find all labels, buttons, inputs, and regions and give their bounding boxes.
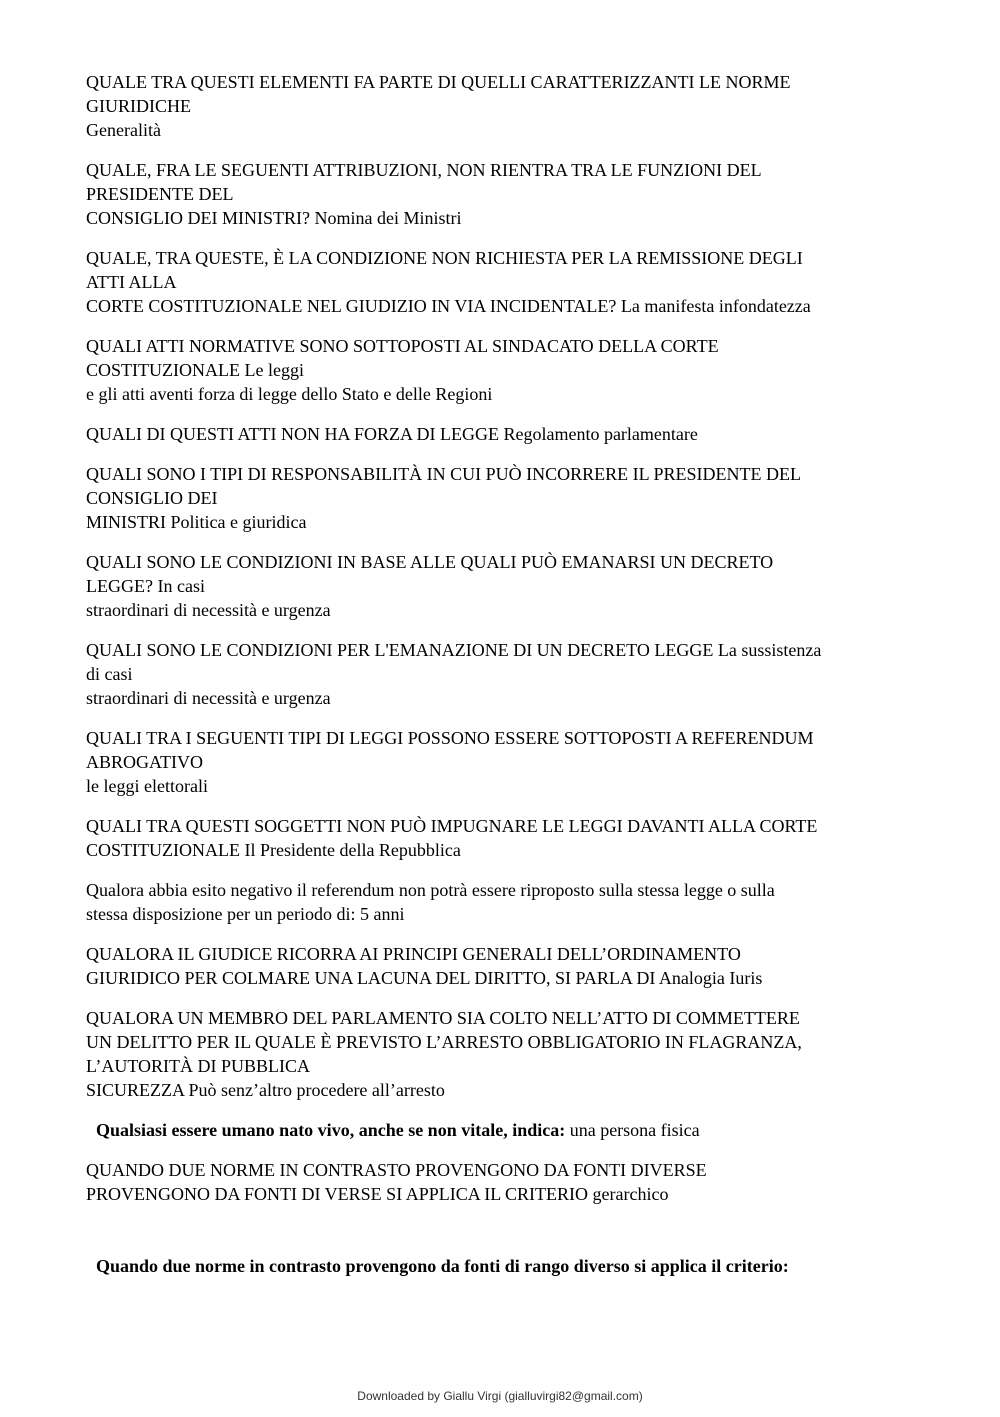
text-line: CONSIGLIO DEI — [86, 488, 218, 508]
text-line: QUALI TRA QUESTI SOGGETTI NON PUÒ IMPUGNARE LE LEGGI DAVANTI ALLA CORTE — [86, 816, 818, 836]
text-line: le leggi elettorali — [86, 776, 208, 796]
answer-text: una persona fisica — [565, 1120, 700, 1140]
text-line: LEGGE? In casi — [86, 576, 205, 596]
text-line: di casi — [86, 664, 133, 684]
spacer — [86, 1222, 916, 1254]
text-line: QUALORA IL GIUDICE RICORRA AI PRINCIPI GENERALI DELL’ORDINAMENTO — [86, 944, 741, 964]
text-line: ABROGATIVO — [86, 752, 203, 772]
text-line: QUALI TRA I SEGUENTI TIPI DI LEGGI POSSONO ESSERE SOTTOPOSTI A REFERENDUM — [86, 728, 814, 748]
qa-entry-decreto-legge-2 — [86, 638, 916, 710]
qa-entry-leggi-atti — [86, 334, 916, 406]
qa-entry-impugnare-leggi — [86, 814, 916, 862]
qa-entry-persona-fisica — [86, 1118, 916, 1142]
text-line: QUALE, TRA QUESTE, È LA CONDIZIONE NON RICHIESTA PER LA REMISSIONE DEGLI — [86, 248, 803, 268]
qa-entry-referendum-abrogativo — [86, 726, 916, 798]
text-line: UN DELITTO PER IL QUALE È PREVISTO L’ARRESTO OBBLIGATORIO IN FLAGRANZA, — [86, 1032, 802, 1052]
qa-entry-decreto-legge-1 — [86, 550, 916, 622]
text-line: CONSIGLIO DEI MINISTRI? Nomina dei Ministri — [86, 208, 462, 228]
text-line: stessa disposizione per un periodo di: 5 anni — [86, 904, 405, 924]
text-line: QUANDO DUE NORME IN CONTRASTO PROVENGONO DA FONTI DIVERSE — [86, 1160, 707, 1180]
text-line: GIURIDICO PER COLMARE UNA LACUNA DEL DIRITTO, SI PARLA DI Analogia Iuris — [86, 968, 763, 988]
qa-entry-referendum-5-anni — [86, 878, 916, 926]
text-line: CORTE COSTITUZIONALE NEL GIUDIZIO IN VIA INCIDENTALE? La manifesta infondatezza — [86, 296, 811, 316]
text-line: e gli atti aventi forza di legge dello Stato e delle Regioni — [86, 384, 493, 404]
text-line: Generalità — [86, 120, 161, 140]
bold-question: Quando due norme in contrasto provengono da fonti di rango diverso si applica il criterio: — [96, 1256, 789, 1276]
qa-entry-responsabilita — [86, 462, 916, 534]
qa-entry-arresto — [86, 1006, 916, 1102]
text-line: QUALI SONO I TIPI DI RESPONSABILITÀ IN CUI PUÒ INCORRERE IL PRESIDENTE DEL — [86, 464, 801, 484]
text-line: COSTITUZIONALE Le leggi — [86, 360, 304, 380]
text-line: L’AUTORITÀ DI PUBBLICA — [86, 1056, 311, 1076]
bold-question: Qualsiasi essere umano nato vivo, anche se non vitale, indica: — [96, 1120, 566, 1140]
text-line: MINISTRI Politica e giuridica — [86, 512, 307, 532]
text-line: QUALI SONO LE CONDIZIONI PER L'EMANAZIONE DI UN DECRETO LEGGE La sussistenza — [86, 640, 822, 660]
qa-entry-generalita — [86, 70, 916, 142]
text-line: GIURIDICHE — [86, 96, 191, 116]
text-line: QUALI SONO LE CONDIZIONI IN BASE ALLE QUALI PUÒ EMANARSI UN DECRETO — [86, 552, 774, 572]
text-line: QUALORA UN MEMBRO DEL PARLAMENTO SIA COLTO NELL’ATTO DI COMMETTERE — [86, 1008, 800, 1028]
text-line: PROVENGONO DA FONTI DI VERSE SI APPLICA IL CRITERIO gerarchico — [86, 1184, 669, 1204]
download-footer: Downloaded by Giallu Virgi (gialluvirgi82@gmail.com) — [357, 1389, 643, 1403]
qa-entry-manifesta-infondatezza — [86, 246, 916, 318]
text-line: Qualora abbia esito negativo il referendum non potrà essere riproposto sulla stessa legge o sulla — [86, 880, 775, 900]
qa-entry-regolamento — [86, 422, 916, 446]
qa-entry-nomina-ministri — [86, 158, 916, 230]
qa-entry-rango-diverso — [86, 1254, 916, 1278]
text-line — [96, 1118, 916, 1142]
text-line: ATTI ALLA — [86, 272, 177, 292]
qa-entry-analogia-iuris — [86, 942, 916, 990]
text-line: QUALI DI QUESTI ATTI NON HA FORZA DI LEGGE Regolamento parlamentare — [86, 424, 698, 444]
qa-entry-criterio-gerarchico — [86, 1158, 916, 1206]
text-line: straordinari di necessità e urgenza — [86, 600, 331, 620]
text-line: SICUREZZA Può senz’altro procedere all’arresto — [86, 1080, 445, 1100]
text-line: COSTITUZIONALE Il Presidente della Repubblica — [86, 840, 461, 860]
text-line: QUALE, FRA LE SEGUENTI ATTRIBUZIONI, NON RIENTRA TRA LE FUNZIONI DEL — [86, 160, 762, 180]
text-line: PRESIDENTE DEL — [86, 184, 234, 204]
text-line: QUALI ATTI NORMATIVE SONO SOTTOPOSTI AL SINDACATO DELLA CORTE — [86, 336, 719, 356]
text-line: QUALE TRA QUESTI ELEMENTI FA PARTE DI QUELLI CARATTERIZZANTI LE NORME — [86, 72, 791, 92]
document-body — [86, 70, 916, 1294]
text-line: straordinari di necessità e urgenza — [86, 688, 331, 708]
